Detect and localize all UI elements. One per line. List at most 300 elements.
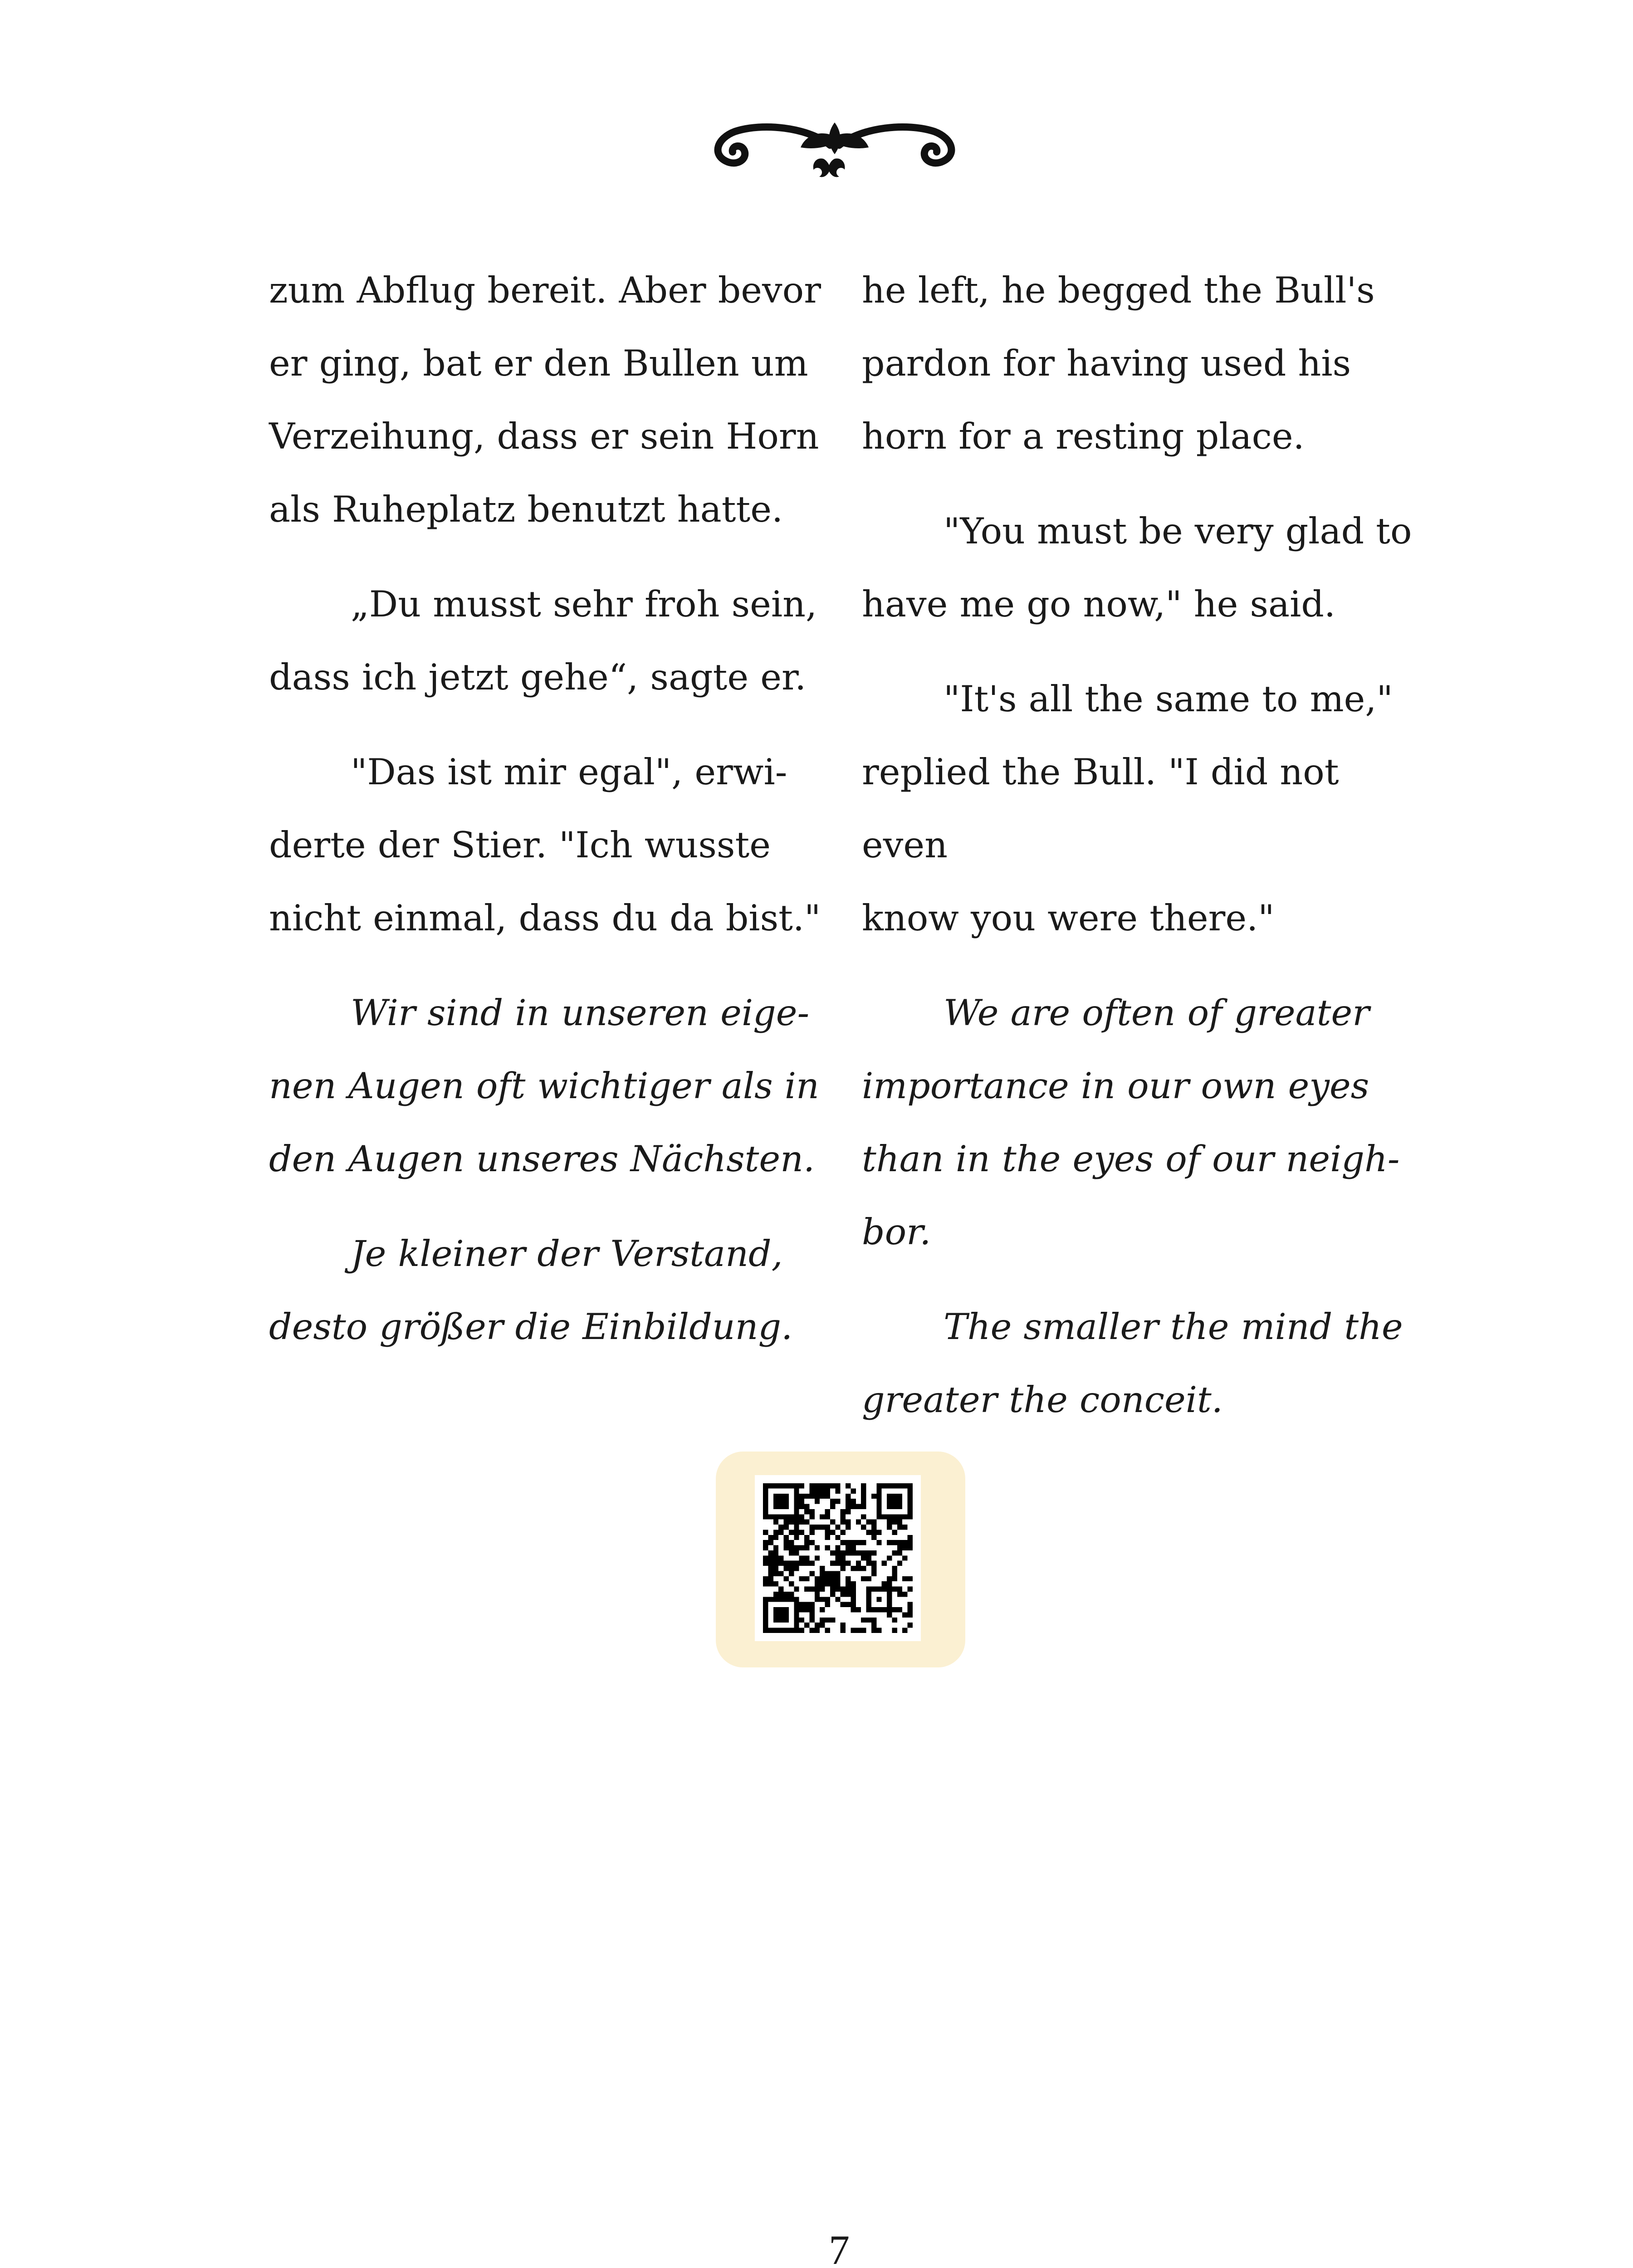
qr-module xyxy=(851,1566,856,1571)
qr-module xyxy=(835,1597,840,1602)
qr-module xyxy=(778,1592,783,1597)
qr-module xyxy=(825,1602,830,1607)
qr-module xyxy=(846,1520,851,1525)
qr-module xyxy=(846,1592,851,1597)
qr-module xyxy=(851,1581,856,1586)
qr-module xyxy=(825,1581,830,1586)
qr-module xyxy=(861,1494,866,1499)
qr-module xyxy=(773,1581,778,1586)
qr-module xyxy=(897,1514,902,1519)
qr-module xyxy=(778,1555,783,1560)
qr-code-background xyxy=(755,1475,921,1641)
text-line: nicht einmal, dass du da bist." xyxy=(269,897,821,939)
text-line: bor. xyxy=(862,1211,931,1253)
qr-module xyxy=(794,1602,799,1607)
qr-module xyxy=(778,1499,783,1504)
qr-module xyxy=(841,1561,846,1566)
qr-module xyxy=(856,1504,861,1509)
qr-module xyxy=(846,1494,851,1499)
qr-module xyxy=(835,1525,840,1530)
qr-module xyxy=(871,1587,876,1592)
qr-module xyxy=(773,1555,778,1560)
qr-module xyxy=(784,1545,789,1550)
text-line: know you were there." xyxy=(862,897,1275,939)
qr-module xyxy=(799,1628,804,1633)
qr-module xyxy=(799,1555,804,1560)
qr-module xyxy=(784,1520,789,1525)
qr-module xyxy=(866,1607,871,1612)
qr-module xyxy=(794,1566,799,1571)
qr-module xyxy=(804,1545,809,1550)
qr-module xyxy=(897,1525,902,1530)
qr-module xyxy=(851,1587,856,1592)
qr-module xyxy=(773,1628,778,1633)
qr-module xyxy=(794,1494,799,1499)
text-line: horn for a resting place. xyxy=(862,415,1305,457)
qr-module xyxy=(861,1488,866,1493)
qr-module xyxy=(784,1576,789,1581)
qr-module xyxy=(768,1566,773,1571)
qr-module xyxy=(763,1483,768,1488)
qr-module xyxy=(815,1525,820,1530)
qr-module xyxy=(861,1504,866,1509)
qr-module xyxy=(809,1540,814,1545)
text-line: he left, he begged the Bull's xyxy=(862,269,1375,311)
qr-module xyxy=(794,1525,799,1530)
qr-module xyxy=(773,1520,778,1525)
qr-module xyxy=(804,1561,809,1566)
qr-module xyxy=(778,1612,783,1617)
qr-module xyxy=(825,1509,830,1514)
qr-module xyxy=(763,1504,768,1509)
qr-module xyxy=(815,1576,820,1581)
text-line: importance in our own eyes xyxy=(862,1065,1369,1107)
qr-module xyxy=(876,1597,881,1602)
qr-module xyxy=(794,1545,799,1550)
qr-module xyxy=(773,1612,778,1617)
qr-module xyxy=(794,1628,799,1633)
qr-module xyxy=(815,1597,820,1602)
qr-module xyxy=(773,1571,778,1576)
qr-module xyxy=(799,1520,804,1525)
qr-module xyxy=(887,1483,892,1488)
qr-module xyxy=(794,1520,799,1525)
qr-module xyxy=(846,1561,851,1566)
qr-module xyxy=(804,1587,809,1592)
qr-module xyxy=(768,1535,773,1540)
qr-module xyxy=(876,1607,881,1612)
qr-module xyxy=(851,1545,856,1550)
qr-module xyxy=(876,1530,881,1535)
qr-module xyxy=(908,1545,913,1550)
qr-module xyxy=(861,1514,866,1519)
qr-module xyxy=(887,1555,892,1560)
qr-module xyxy=(908,1607,913,1612)
qr-module xyxy=(835,1571,840,1576)
qr-module xyxy=(820,1525,825,1530)
qr-module xyxy=(882,1514,887,1519)
qr-module xyxy=(804,1520,809,1525)
qr-module xyxy=(825,1488,830,1493)
qr-code-icon[interactable] xyxy=(763,1483,913,1633)
qr-module xyxy=(866,1587,871,1592)
qr-module xyxy=(871,1628,876,1633)
qr-module xyxy=(902,1555,907,1560)
qr-module xyxy=(876,1509,881,1514)
qr-module xyxy=(773,1530,778,1535)
qr-module xyxy=(841,1540,846,1545)
qr-module xyxy=(809,1618,814,1623)
qr-module xyxy=(887,1494,892,1499)
qr-module xyxy=(835,1483,840,1488)
qr-module xyxy=(794,1535,799,1540)
text-line: den Augen unseres Nächsten. xyxy=(269,1138,815,1180)
qr-module xyxy=(809,1525,814,1530)
qr-module xyxy=(820,1607,825,1612)
qr-module xyxy=(763,1628,768,1633)
qr-module xyxy=(784,1535,789,1540)
qr-module xyxy=(809,1612,814,1617)
qr-module xyxy=(768,1514,773,1519)
qr-module xyxy=(876,1488,881,1493)
qr-module xyxy=(835,1555,840,1560)
qr-module xyxy=(841,1550,846,1555)
qr-module xyxy=(773,1494,778,1499)
qr-module xyxy=(809,1509,814,1514)
qr-module xyxy=(804,1509,809,1514)
qr-module xyxy=(820,1581,825,1586)
qr-module xyxy=(908,1499,913,1504)
english-paragraph-1 xyxy=(862,254,1433,473)
qr-module xyxy=(820,1618,825,1623)
text-line: Wir sind in unseren eige- xyxy=(351,992,810,1034)
qr-module xyxy=(820,1587,825,1592)
qr-module xyxy=(763,1514,768,1519)
qr-module xyxy=(778,1618,783,1623)
qr-module xyxy=(846,1504,851,1509)
qr-module xyxy=(820,1576,825,1581)
text-line: replied the Bull. "I did not even xyxy=(862,751,1339,866)
qr-module xyxy=(778,1571,783,1576)
qr-module xyxy=(830,1520,835,1525)
qr-module xyxy=(871,1525,876,1530)
german-paragraph-3 xyxy=(269,736,831,955)
qr-module xyxy=(835,1535,840,1540)
qr-module xyxy=(830,1618,835,1623)
qr-module xyxy=(871,1607,876,1612)
qr-module xyxy=(866,1520,871,1525)
qr-module xyxy=(851,1628,856,1633)
qr-module xyxy=(887,1607,892,1612)
qr-module xyxy=(846,1545,851,1550)
qr-module xyxy=(825,1597,830,1602)
qr-module xyxy=(789,1561,794,1566)
qr-module xyxy=(887,1504,892,1509)
qr-module xyxy=(778,1587,783,1592)
qr-module xyxy=(892,1587,897,1592)
qr-module xyxy=(789,1581,794,1586)
qr-module xyxy=(773,1504,778,1509)
text-line: als Ruheplatz benutzt hatte. xyxy=(269,489,783,530)
qr-module xyxy=(856,1520,861,1525)
qr-module xyxy=(846,1602,851,1607)
qr-module xyxy=(908,1602,913,1607)
qr-module xyxy=(861,1540,866,1545)
qr-module xyxy=(825,1576,830,1581)
qr-module xyxy=(835,1545,840,1550)
qr-module xyxy=(820,1494,825,1499)
qr-code-frame[interactable] xyxy=(716,1452,965,1667)
qr-module xyxy=(866,1602,871,1607)
qr-module xyxy=(799,1483,804,1488)
qr-module xyxy=(825,1514,830,1519)
qr-module xyxy=(820,1483,825,1488)
english-column xyxy=(862,254,1433,1458)
qr-module xyxy=(835,1576,840,1581)
qr-module xyxy=(866,1555,871,1560)
qr-module xyxy=(773,1483,778,1488)
qr-module xyxy=(892,1494,897,1499)
text-line: We are often of greater xyxy=(944,992,1370,1034)
qr-module xyxy=(866,1561,871,1566)
qr-module xyxy=(825,1628,830,1633)
text-line: nen Augen oft wichtiger als in xyxy=(269,1065,819,1107)
qr-module xyxy=(876,1514,881,1519)
qr-module xyxy=(804,1535,809,1540)
german-moral-2 xyxy=(269,1217,831,1364)
text-line: Verzeihung, dass er sein Horn xyxy=(269,415,819,457)
text-line: greater the conceit. xyxy=(862,1379,1223,1421)
qr-module xyxy=(784,1561,789,1566)
qr-module xyxy=(846,1550,851,1555)
qr-module xyxy=(887,1514,892,1519)
qr-module xyxy=(773,1550,778,1555)
qr-module xyxy=(809,1587,814,1592)
qr-module xyxy=(825,1535,830,1540)
qr-module xyxy=(902,1540,907,1545)
qr-module xyxy=(773,1499,778,1504)
german-moral-1 xyxy=(269,977,831,1196)
qr-module xyxy=(856,1607,861,1612)
qr-module xyxy=(902,1525,907,1530)
qr-module xyxy=(908,1483,913,1488)
qr-module xyxy=(794,1514,799,1519)
qr-module xyxy=(887,1602,892,1607)
qr-module xyxy=(804,1504,809,1509)
qr-module xyxy=(861,1483,866,1488)
qr-module xyxy=(804,1607,809,1612)
qr-module xyxy=(871,1561,876,1566)
qr-module xyxy=(815,1488,820,1493)
qr-module xyxy=(784,1525,789,1530)
qr-module xyxy=(908,1587,913,1592)
qr-module xyxy=(809,1602,814,1607)
text-line: „Du musst sehr froh sein, xyxy=(351,583,817,625)
qr-module xyxy=(887,1525,892,1530)
qr-module xyxy=(861,1550,866,1555)
qr-module xyxy=(851,1540,856,1545)
qr-module xyxy=(763,1602,768,1607)
qr-module xyxy=(871,1550,876,1555)
qr-module xyxy=(897,1504,902,1509)
qr-module xyxy=(784,1612,789,1617)
qr-module xyxy=(876,1494,881,1499)
qr-module xyxy=(773,1514,778,1519)
qr-module xyxy=(763,1618,768,1623)
qr-module xyxy=(773,1545,778,1550)
qr-module xyxy=(784,1592,789,1597)
qr-module xyxy=(856,1561,861,1566)
qr-module xyxy=(763,1540,768,1545)
qr-module xyxy=(835,1550,840,1555)
qr-module xyxy=(815,1592,820,1597)
qr-module xyxy=(794,1550,799,1555)
qr-module xyxy=(908,1509,913,1514)
qr-module xyxy=(892,1576,897,1581)
qr-module xyxy=(799,1514,804,1519)
qr-module xyxy=(871,1566,876,1571)
qr-module xyxy=(815,1494,820,1499)
qr-module xyxy=(902,1628,907,1633)
qr-module xyxy=(763,1612,768,1617)
scroll-ornament-icon xyxy=(708,104,962,195)
qr-module xyxy=(784,1566,789,1571)
qr-module xyxy=(902,1612,907,1617)
qr-module xyxy=(789,1597,794,1602)
qr-module xyxy=(908,1540,913,1545)
qr-module xyxy=(763,1509,768,1514)
qr-module xyxy=(815,1555,820,1560)
text-line: The smaller the mind the xyxy=(944,1306,1403,1348)
qr-module xyxy=(830,1592,835,1597)
qr-module xyxy=(789,1530,794,1535)
qr-module xyxy=(768,1483,773,1488)
qr-module xyxy=(841,1520,846,1525)
qr-module xyxy=(778,1597,783,1602)
qr-module xyxy=(794,1499,799,1504)
qr-module xyxy=(846,1509,851,1514)
text-line: Je kleiner der Verstand, xyxy=(351,1233,783,1275)
floral-ornament-icon xyxy=(753,2263,934,2268)
qr-module xyxy=(882,1483,887,1488)
qr-module xyxy=(908,1535,913,1540)
qr-module xyxy=(809,1628,814,1633)
qr-module xyxy=(799,1530,804,1535)
qr-module xyxy=(835,1488,840,1493)
qr-module xyxy=(908,1504,913,1509)
qr-module xyxy=(846,1540,851,1545)
qr-module xyxy=(887,1499,892,1504)
qr-module xyxy=(841,1623,846,1628)
qr-module xyxy=(773,1592,778,1597)
qr-module xyxy=(789,1628,794,1633)
text-line: zum Abflug bereit. Aber bevor xyxy=(269,269,821,311)
qr-module xyxy=(773,1561,778,1566)
qr-module xyxy=(892,1514,897,1519)
qr-module xyxy=(841,1566,846,1571)
text-line: than in the eyes of our neigh- xyxy=(862,1138,1400,1180)
qr-module xyxy=(763,1576,768,1581)
qr-module xyxy=(830,1504,835,1509)
qr-module xyxy=(856,1540,861,1545)
qr-module xyxy=(825,1483,830,1488)
qr-module xyxy=(908,1494,913,1499)
qr-module xyxy=(897,1494,902,1499)
qr-module xyxy=(856,1550,861,1555)
qr-module xyxy=(871,1623,876,1628)
qr-module xyxy=(799,1607,804,1612)
qr-module xyxy=(815,1545,820,1550)
qr-module xyxy=(908,1514,913,1519)
qr-module xyxy=(902,1576,907,1581)
qr-module xyxy=(841,1555,846,1560)
qr-module xyxy=(809,1494,814,1499)
qr-module xyxy=(851,1602,856,1607)
qr-module xyxy=(866,1576,871,1581)
qr-module xyxy=(841,1602,846,1607)
qr-module xyxy=(892,1499,897,1504)
qr-module xyxy=(809,1488,814,1493)
qr-module xyxy=(876,1504,881,1509)
qr-module xyxy=(809,1607,814,1612)
qr-module xyxy=(861,1499,866,1504)
qr-module xyxy=(846,1581,851,1586)
german-paragraph-1 xyxy=(269,254,831,546)
qr-module xyxy=(763,1597,768,1602)
qr-module xyxy=(789,1514,794,1519)
qr-module xyxy=(892,1628,897,1633)
qr-module xyxy=(763,1555,768,1560)
text-line: "You must be very glad to xyxy=(944,510,1412,552)
qr-module xyxy=(861,1555,866,1560)
qr-module xyxy=(804,1540,809,1545)
qr-module xyxy=(882,1581,887,1586)
qr-module xyxy=(799,1576,804,1581)
qr-module xyxy=(897,1520,902,1525)
qr-module xyxy=(778,1628,783,1633)
qr-module xyxy=(809,1514,814,1519)
qr-module xyxy=(887,1612,892,1617)
qr-module xyxy=(768,1561,773,1566)
qr-module xyxy=(778,1514,783,1519)
qr-module xyxy=(784,1607,789,1612)
qr-module xyxy=(882,1561,887,1566)
qr-module xyxy=(794,1587,799,1592)
page-number: 7 xyxy=(829,2227,850,2268)
qr-module xyxy=(825,1525,830,1530)
qr-module xyxy=(830,1581,835,1586)
qr-module xyxy=(804,1494,809,1499)
qr-module xyxy=(784,1597,789,1602)
qr-module xyxy=(784,1540,789,1545)
qr-module xyxy=(897,1540,902,1545)
qr-module xyxy=(825,1545,830,1550)
qr-module xyxy=(763,1623,768,1628)
qr-module xyxy=(784,1514,789,1519)
qr-module xyxy=(897,1561,902,1566)
qr-module xyxy=(856,1628,861,1633)
qr-module xyxy=(882,1607,887,1612)
qr-module xyxy=(789,1545,794,1550)
qr-module xyxy=(830,1587,835,1592)
qr-module xyxy=(809,1530,814,1535)
qr-module xyxy=(892,1483,897,1488)
german-paragraph-2 xyxy=(269,568,831,714)
qr-module xyxy=(887,1597,892,1602)
qr-module xyxy=(876,1587,881,1592)
qr-module xyxy=(835,1499,840,1504)
qr-module xyxy=(784,1494,789,1499)
